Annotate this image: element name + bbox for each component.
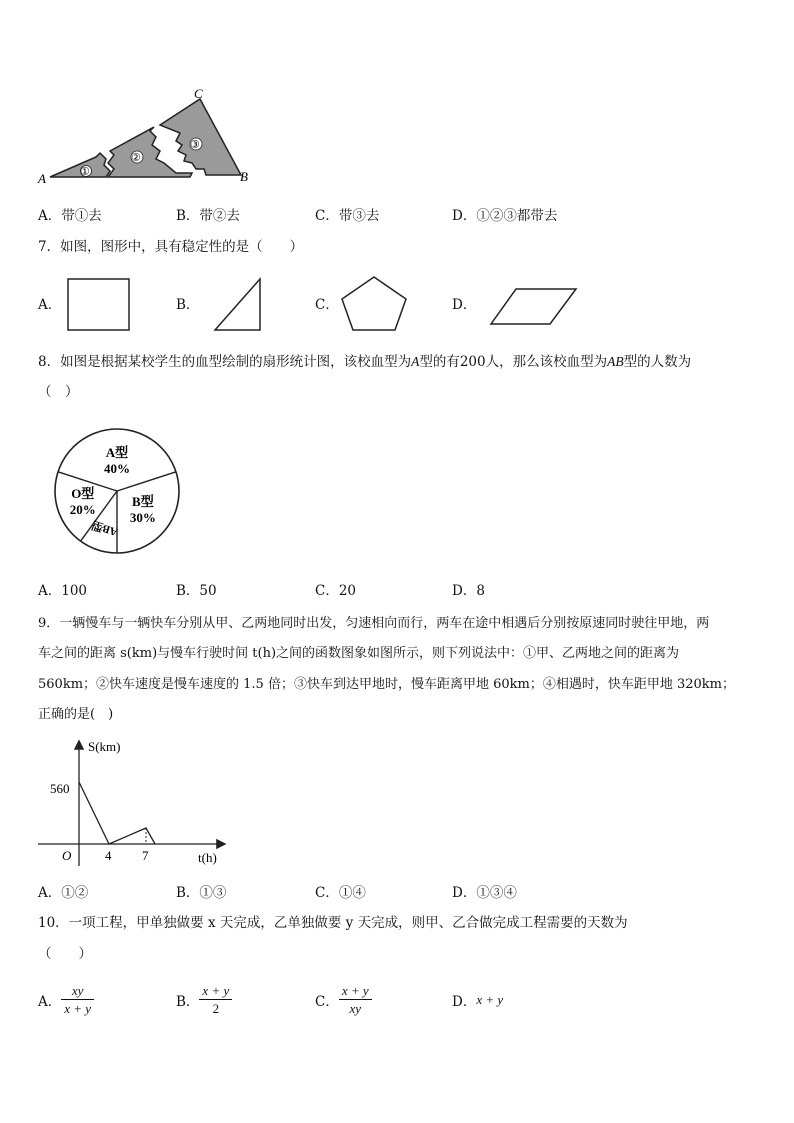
q10-paren: （ ） xyxy=(38,946,92,962)
q6-option-a[interactable]: A．带①去 xyxy=(38,208,102,224)
piece-2-label: ② xyxy=(131,152,141,164)
q10-option-a-label: A． xyxy=(38,993,62,1010)
q10-option-a[interactable] xyxy=(38,982,94,1017)
q8-stem-suffix: 型的人数为 xyxy=(623,354,692,370)
broken-triangle-figure xyxy=(36,85,266,190)
q10-option-b-label: B． xyxy=(176,993,200,1010)
q7-option-a-label[interactable]: A． xyxy=(38,297,62,313)
slice-o-label: O型 xyxy=(71,486,95,502)
q10-line-1: 10．一项工程，甲单独做要 x 天完成，乙单独做要 y 天完成，则甲、乙合做完成工程需要的天数为 xyxy=(38,915,628,931)
blood-type-pie-chart xyxy=(50,426,186,556)
q6-option-d[interactable]: D．①②③都带去 xyxy=(452,208,558,224)
q8-option-d[interactable]: D．8 xyxy=(452,583,485,599)
q9-line-2: 车之间的距离 s(km)与慢车行驶时间 t(h)之间的函数图象如图所示，则下列说法中：①甲、乙两地之间的距离为 xyxy=(38,646,680,661)
x-axis-label: t(h) xyxy=(198,850,217,865)
vertex-b-label: B xyxy=(240,169,248,184)
q9-line-3: 560km；②快车速度是慢车速度的 1.5 倍；③快车到达甲地时，慢车距离甲地 60km；④相遇时，快车距甲地 320km； xyxy=(38,677,735,692)
y-tick-560: 560 xyxy=(50,781,70,796)
q10-option-d[interactable] xyxy=(452,990,503,1010)
q6-option-b[interactable]: B．带②去 xyxy=(176,208,240,224)
x-tick-7: 7 xyxy=(142,848,149,863)
slice-ab-label: AB型 xyxy=(90,518,120,538)
x-tick-4: 4 xyxy=(105,848,112,863)
vertex-c-label: C xyxy=(194,86,203,101)
fraction-denominator: x + y xyxy=(64,1001,92,1016)
fraction-x-plus-y-over-xy xyxy=(339,982,372,1017)
piece-1-label: ① xyxy=(80,166,90,178)
q10-option-c-label: C． xyxy=(315,993,339,1010)
slice-o-percent: 20% xyxy=(69,502,96,518)
fraction-numerator: xy xyxy=(61,982,94,1000)
q7-option-d-label[interactable]: D． xyxy=(452,297,477,313)
fraction-numerator: x + y xyxy=(339,982,372,1000)
s-t-function-line xyxy=(79,782,155,844)
piece-3-label: ③ xyxy=(190,139,200,151)
q8-paren: （ ） xyxy=(38,384,79,400)
q7-option-c-label[interactable]: C． xyxy=(315,297,339,313)
q9-option-b[interactable]: B．①③ xyxy=(176,885,227,901)
slice-b-percent: 30% xyxy=(129,509,156,525)
q8-stem-mid: 型的有 xyxy=(419,354,460,370)
q8-option-b[interactable]: B．50 xyxy=(176,583,217,599)
fraction-denominator: 2 xyxy=(212,1001,220,1016)
q8-stem-prefix: 8．如图是根据某校学生的血型绘制的扇形统计图，该校血型为 xyxy=(38,354,412,370)
q7-pentagon-figure xyxy=(338,274,410,334)
q7-option-b-label[interactable]: B． xyxy=(176,297,200,313)
q8-option-a[interactable]: A．100 xyxy=(38,583,88,599)
fraction-x-plus-y-over-2 xyxy=(199,982,232,1017)
vertex-a-label: A xyxy=(38,171,46,186)
origin-label: O xyxy=(62,848,72,863)
fraction-xy-over-x-plus-y xyxy=(61,982,94,1017)
fraction-denominator: xy xyxy=(349,1001,362,1016)
y-axis-label: S(km) xyxy=(88,739,121,754)
q8-type-ab: AB xyxy=(607,354,624,369)
q10-option-b[interactable] xyxy=(176,982,232,1017)
q9-option-d[interactable]: D．①③④ xyxy=(452,885,517,901)
q9-line-1: 9．一辆慢车与一辆快车分别从甲、乙两地同时出发，匀速相向而行，两车在途中相遇后分别按原速同时驶往甲地，两 xyxy=(38,616,710,631)
slice-a-label: A型 xyxy=(105,445,129,460)
q7-triangle-figure xyxy=(212,276,264,334)
q10-option-c[interactable] xyxy=(315,982,372,1017)
q9-option-c[interactable]: C．①④ xyxy=(315,885,366,901)
slice-b-label: B型 xyxy=(132,493,154,509)
q9-line-4: 正确的是( ) xyxy=(38,707,114,722)
q8-count: 200 xyxy=(459,354,486,370)
q7-stem: 7．如图，图形中，具有稳定性的是（ ） xyxy=(38,239,304,255)
q9-option-a[interactable]: A．①② xyxy=(38,885,89,901)
slice-a-percent: 40% xyxy=(104,461,130,476)
fraction-numerator: x + y xyxy=(199,982,232,1000)
triangle-piece-3 xyxy=(160,99,241,175)
q8-option-c[interactable]: C．20 xyxy=(315,583,357,599)
distance-time-graph xyxy=(36,734,236,872)
q8-stem xyxy=(38,352,691,372)
q7-parallelogram-figure xyxy=(488,286,580,328)
q6-option-c[interactable]: C．带③去 xyxy=(315,208,380,224)
expression-x-plus-y: x + y xyxy=(476,992,504,1007)
q8-type-a: A xyxy=(411,354,420,369)
q7-square-figure xyxy=(66,277,132,333)
q8-stem-mid2: 人，那么该校血型为 xyxy=(485,354,608,370)
q10-option-d-label: D． xyxy=(452,994,477,1010)
